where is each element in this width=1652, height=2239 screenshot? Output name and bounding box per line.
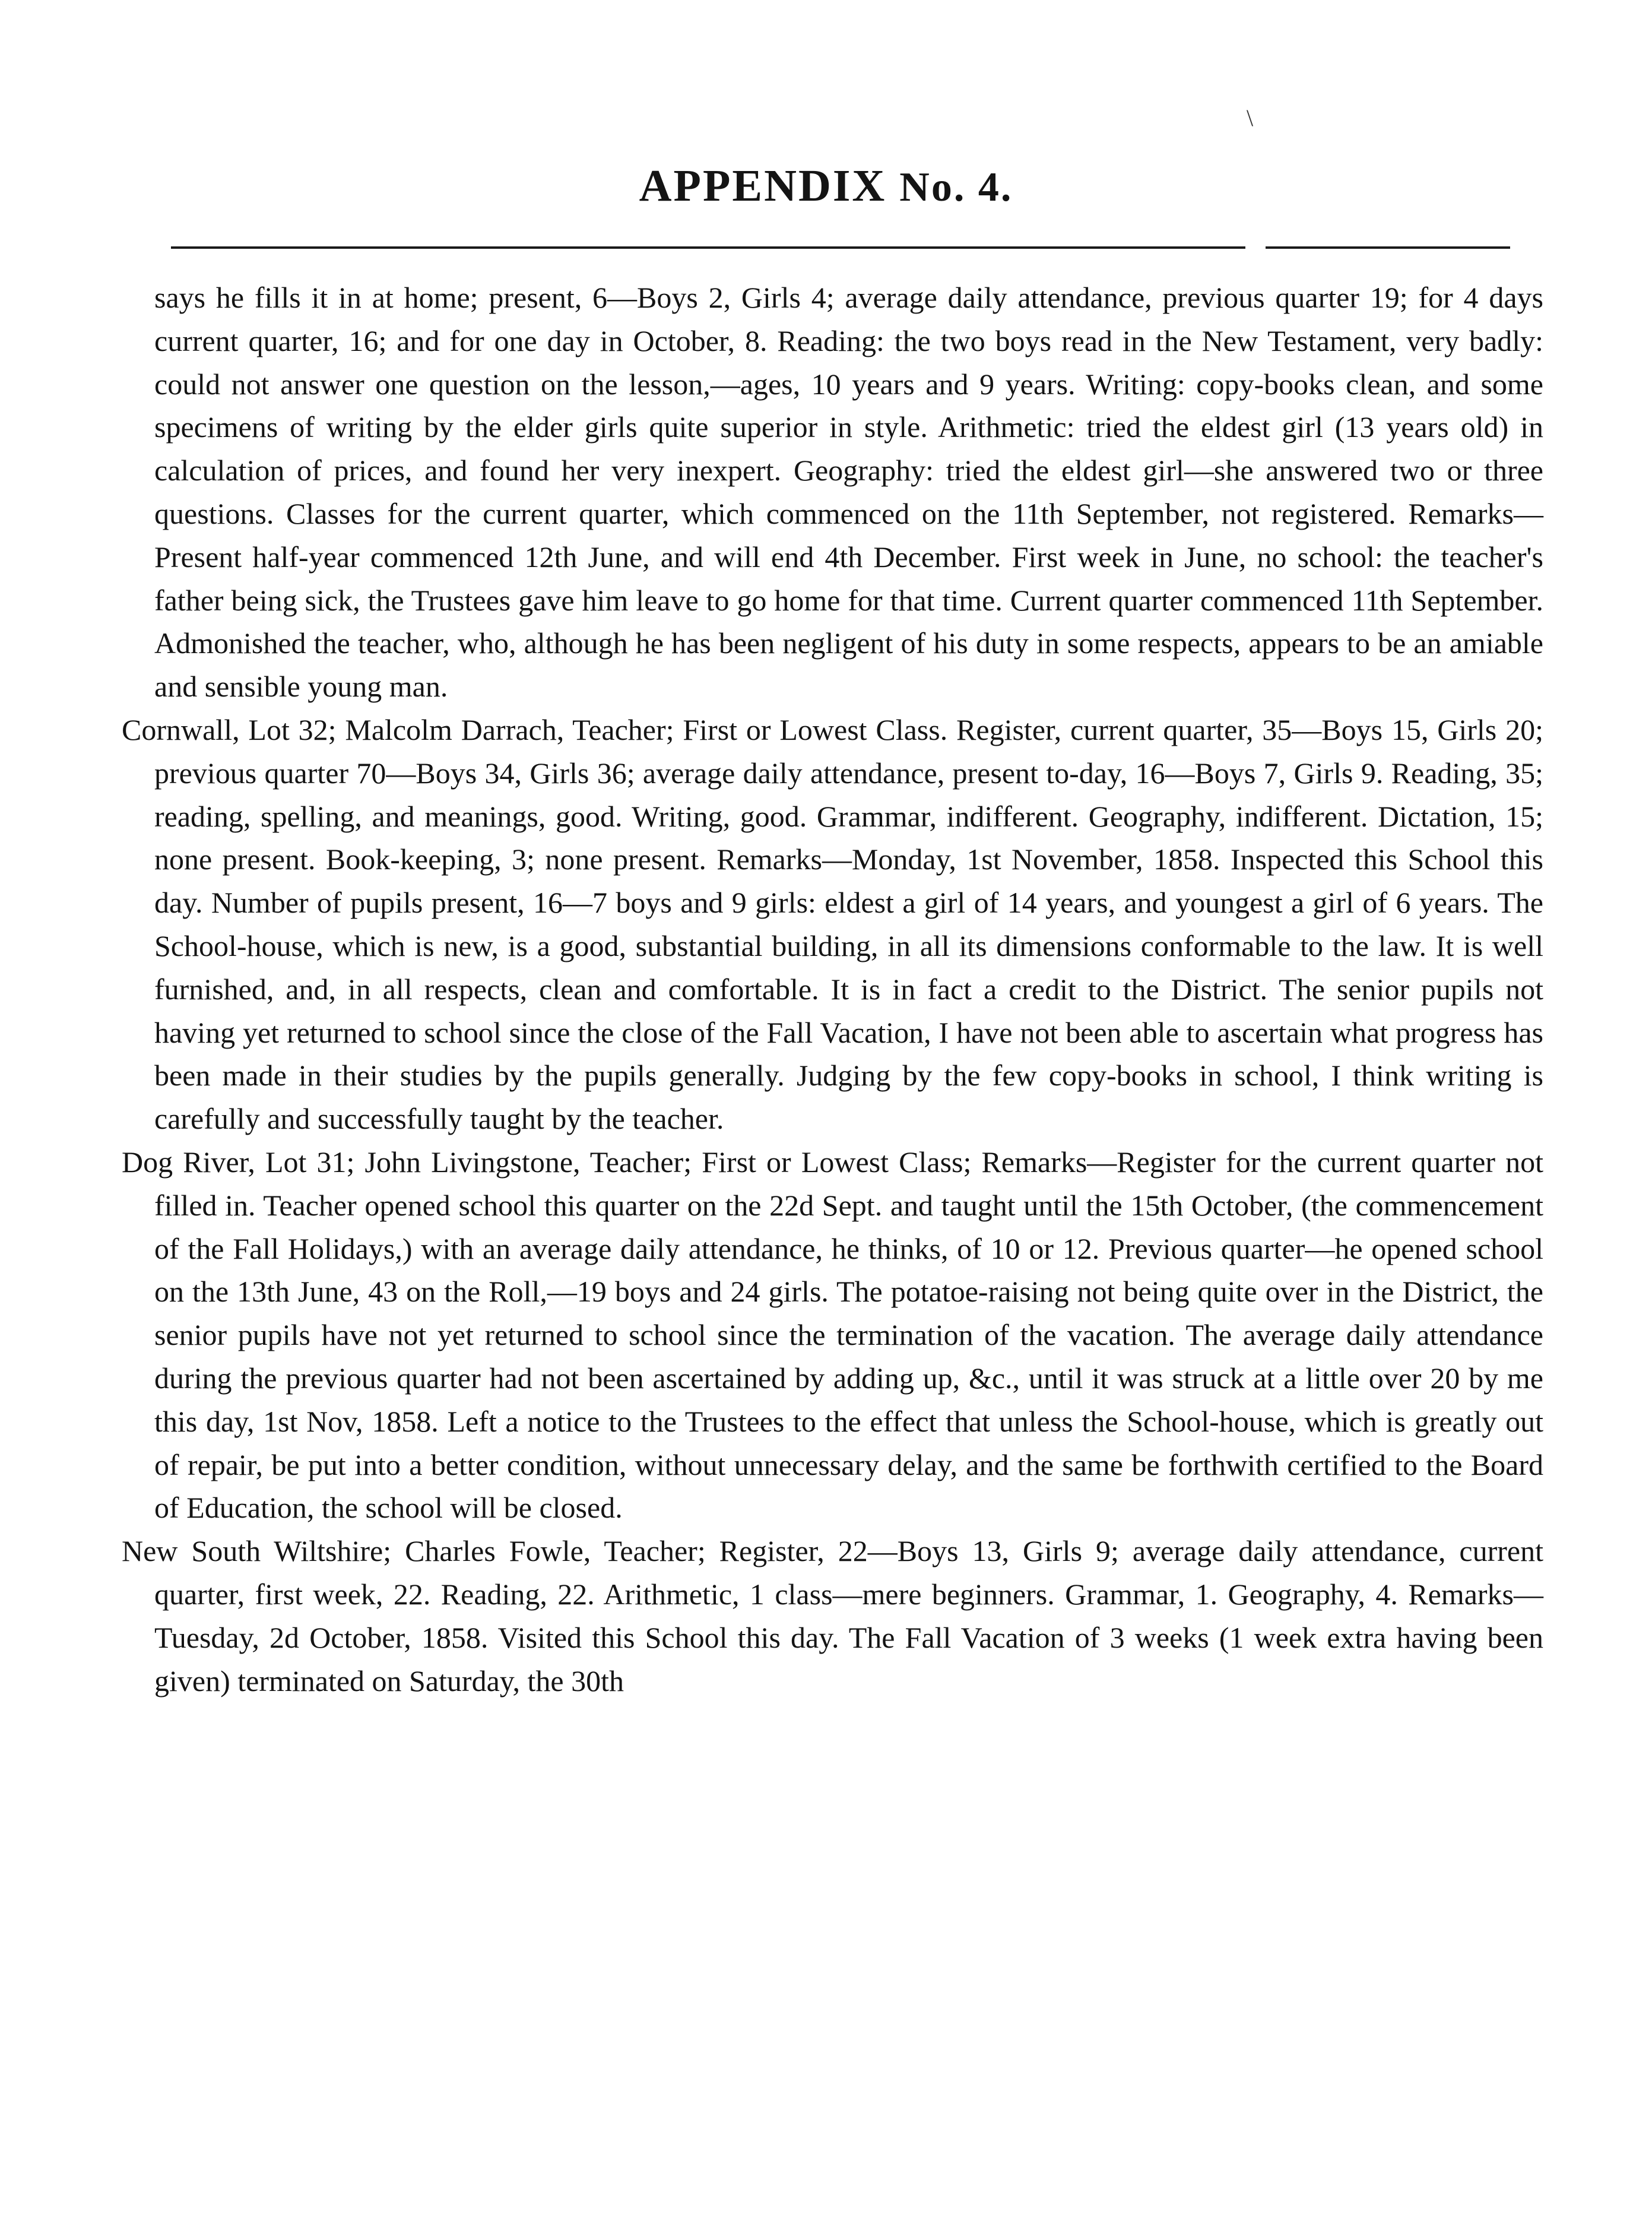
paragraph-continuation: says he fills it in at home; present, 6—Boys 2, Girls 4; average daily attendance, previous quarter 19; for 4 days current quarter, 16; and for one day in October, 8. Reading: the two boys read in the New Testament, very badly: could not answer one question on the lesson,—ages, 10 years and 9 years. Writing: copy-books clean, and some specimens of writing by the elder girls quite superior in style. Arithmetic: tried the eldest girl (13 years old) in calculation of prices, and found her very inexpert. Geography: tried the eldest girl—she answered two or three questions. Classes for the current quarter, which commenced on the 11th September, not registered. Remarks—Present half-year commenced 12th June, and will end 4th December. First week in June, no school: the teacher's father being sick, the Trustees gave him leave to go home for that time. Current quarter commenced 11th September. Admonished the teacher, who, although he has been negligent of his duty in some respects, appears to be an amiable and sensible young man.	[154, 281, 1543, 704]
paragraph-dog-river: Dog River, Lot 31; John Livingstone, Teacher; First or Lowest Class; Remarks—Register for the current quarter not filled in. Teacher opened school this quarter on the 22d Sept. and taught until the 15th October, (the commencement of the Fall Holidays,) with an average daily attendance, he thinks, of 10 or 12. Previous quarter—he opened school on the 13th June, 43 on the Roll,—19 boys and 24 girls. The potatoe-raising not being quite over in the District, the senior pupils have not yet returned to school since the termination of the vacation. The average daily attendance during the previous quarter had not been ascertained by adding up, &c., until it was struck at a little over 20 by me this day, 1st Nov, 1858. Left a notice to the Trustees to the effect that unless the School-house, which is greatly out of repair, be put into a better condition, without unnecessary delay, and the same be forthwith certified to the Board of Education, the school will be closed.	[122, 1145, 1543, 1525]
report-body	[122, 276, 1543, 1702]
paragraph-cornwall: Cornwall, Lot 32; Malcolm Darrach, Teacher; First or Lowest Class. Register, current quarter, 35—Boys 15, Girls 20; previous quarter 70—Boys 34, Girls 36; average daily attendance, present to-day, 16—Boys 7, Girls 9. Reading, 35; reading, spelling, and meanings, good. Writing, good. Grammar, indifferent. Geography, indifferent. Dictation, 15; none present. Book-keeping, 3; none present. Remarks—Monday, 1st November, 1858. Inspected this School this day. Number of pupils present, 16—7 boys and 9 girls: eldest a girl of 14 years, and youngest a girl of 6 years. The School-house, which is new, is a good, substantial building, in all its dimensions conformable to the law. It is well furnished, and, in all respects, clean and comfortable. It is in fact a credit to the District. The senior pupils not having yet returned to school since the close of the Fall Vacation, I have not been able to ascertain what progress has been made in their studies by the pupils generally. Judging by the few copy-books in school, I think writing is carefully and successfully taught by the teacher.	[122, 712, 1543, 1136]
header-rule-right	[1266, 246, 1510, 249]
paragraph-new-south-wiltshire: New South Wiltshire; Charles Fowle, Teacher; Register, 22—Boys 13, Girls 9; average daily attendance, current quarter, first week, 22. Reading, 22. Arithmetic, 1 class—mere beginners. Grammar, 1. Geography, 4. Remarks—Tuesday, 2d October, 1858. Visited this School this day. The Fall Vacation of 3 weeks (1 week extra having been given) terminated on Saturday, the 30th	[122, 1534, 1543, 1698]
stray-mark: \	[1247, 104, 1254, 131]
heading-number: No. 4.	[899, 164, 1013, 210]
heading-title: APPENDIX	[639, 161, 887, 211]
header-rule-left	[171, 246, 1245, 249]
page-heading	[0, 160, 1652, 212]
